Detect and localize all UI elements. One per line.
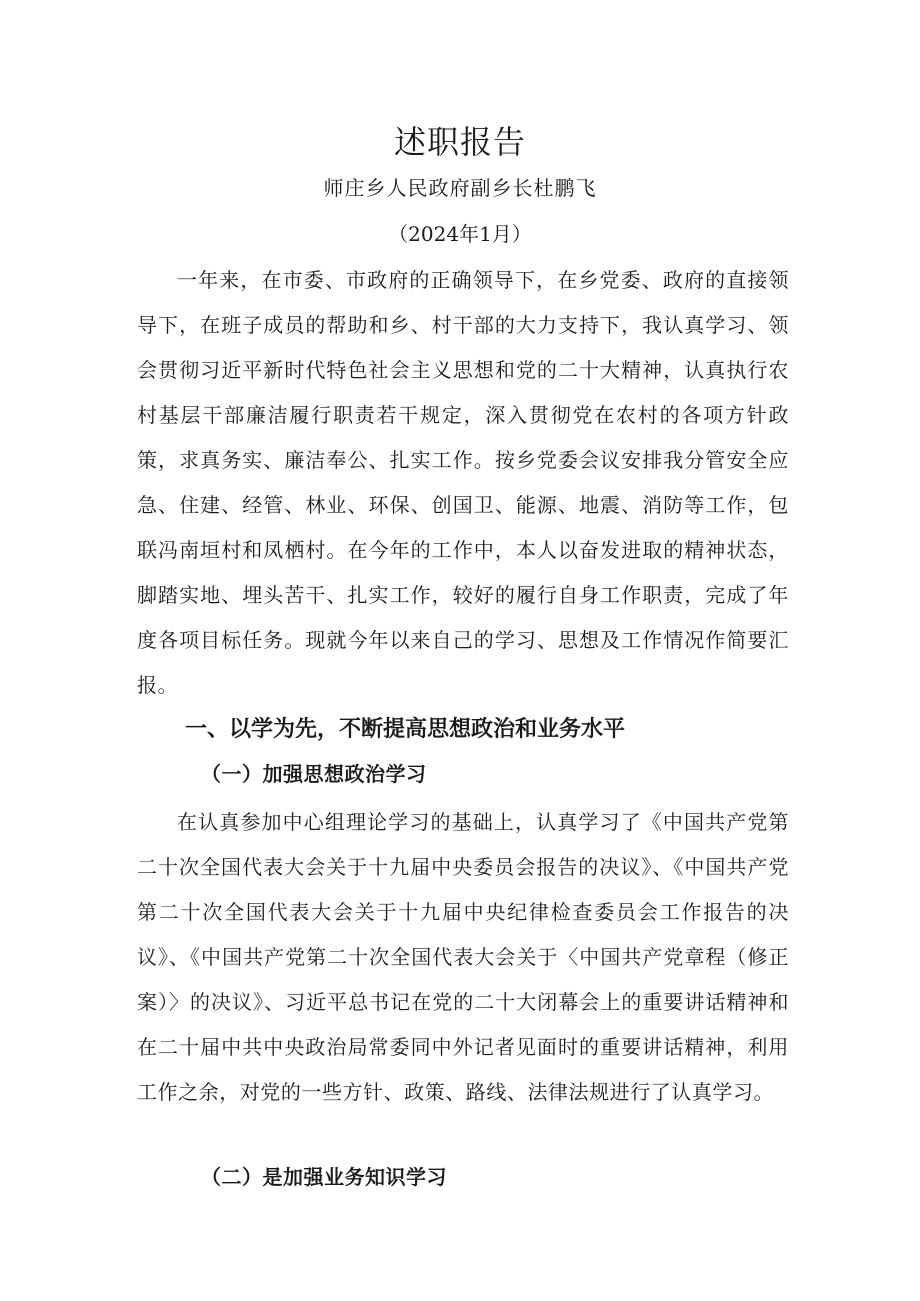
document-title: 述职报告 bbox=[393, 123, 526, 161]
subsection-heading-1: （一）加强思想政治学习 bbox=[201, 762, 427, 786]
document-author-line: 师庄乡人民政府副乡长杜鹏飞 bbox=[323, 176, 597, 200]
section-heading-1: 一、以学为先，不断提高思想政治和业务水平 bbox=[185, 717, 626, 742]
study-paragraph: 在认真参加中心组理论学习的基础上，认真学习了《中国共产党第二十次全国代表大会关于十九届中央委员会报告的决议》、《中国共产党第二十次全国代表大会关于十九届中央纪律检查委员会工作报告的决议》、《中国共产党第二十次全国代表大会关于〈中国共产党章程（修正案）〉的决议》、习近平总书记在党的二十大闭幕会上的重要讲话精神和在二十届中共中央政治局常委同中外记者见面时的重要讲话精神，利用工作之余，对党的一些方针、政策、路线、法律法规进行了认真学习。 bbox=[137, 810, 789, 1104]
document-date: （2024年1月） bbox=[388, 222, 532, 246]
intro-paragraph: 一年来，在市委、市政府的正确领导下，在乡党委、政府的直接领导下，在班子成员的帮助和乡、村干部的大力支持下，我认真学习、领会贯彻习近平新时代特色社会主义思想和党的二十大精神，认真执行农村基层干部廉洁履行职责若干规定，深入贯彻党在农村的各项方针政策，求真务实、廉洁奉公、扎实工作。按乡党委会议安排我分管安全应急、住建、经管、林业、环保、创国卫、能源、地震、消防等工作，包联冯南垣村和凤栖村。在今年的工作中，本人以奋发进取的精神状态，脚踏实地、埋头苦干、扎实工作，较好的履行自身工作职责，完成了年度各项目标任务。现就今年以来自己的学习、思想及工作情况作简要汇报。 bbox=[137, 268, 789, 697]
subsection-heading-2: （二）是加强业务知识学习 bbox=[201, 1165, 447, 1189]
